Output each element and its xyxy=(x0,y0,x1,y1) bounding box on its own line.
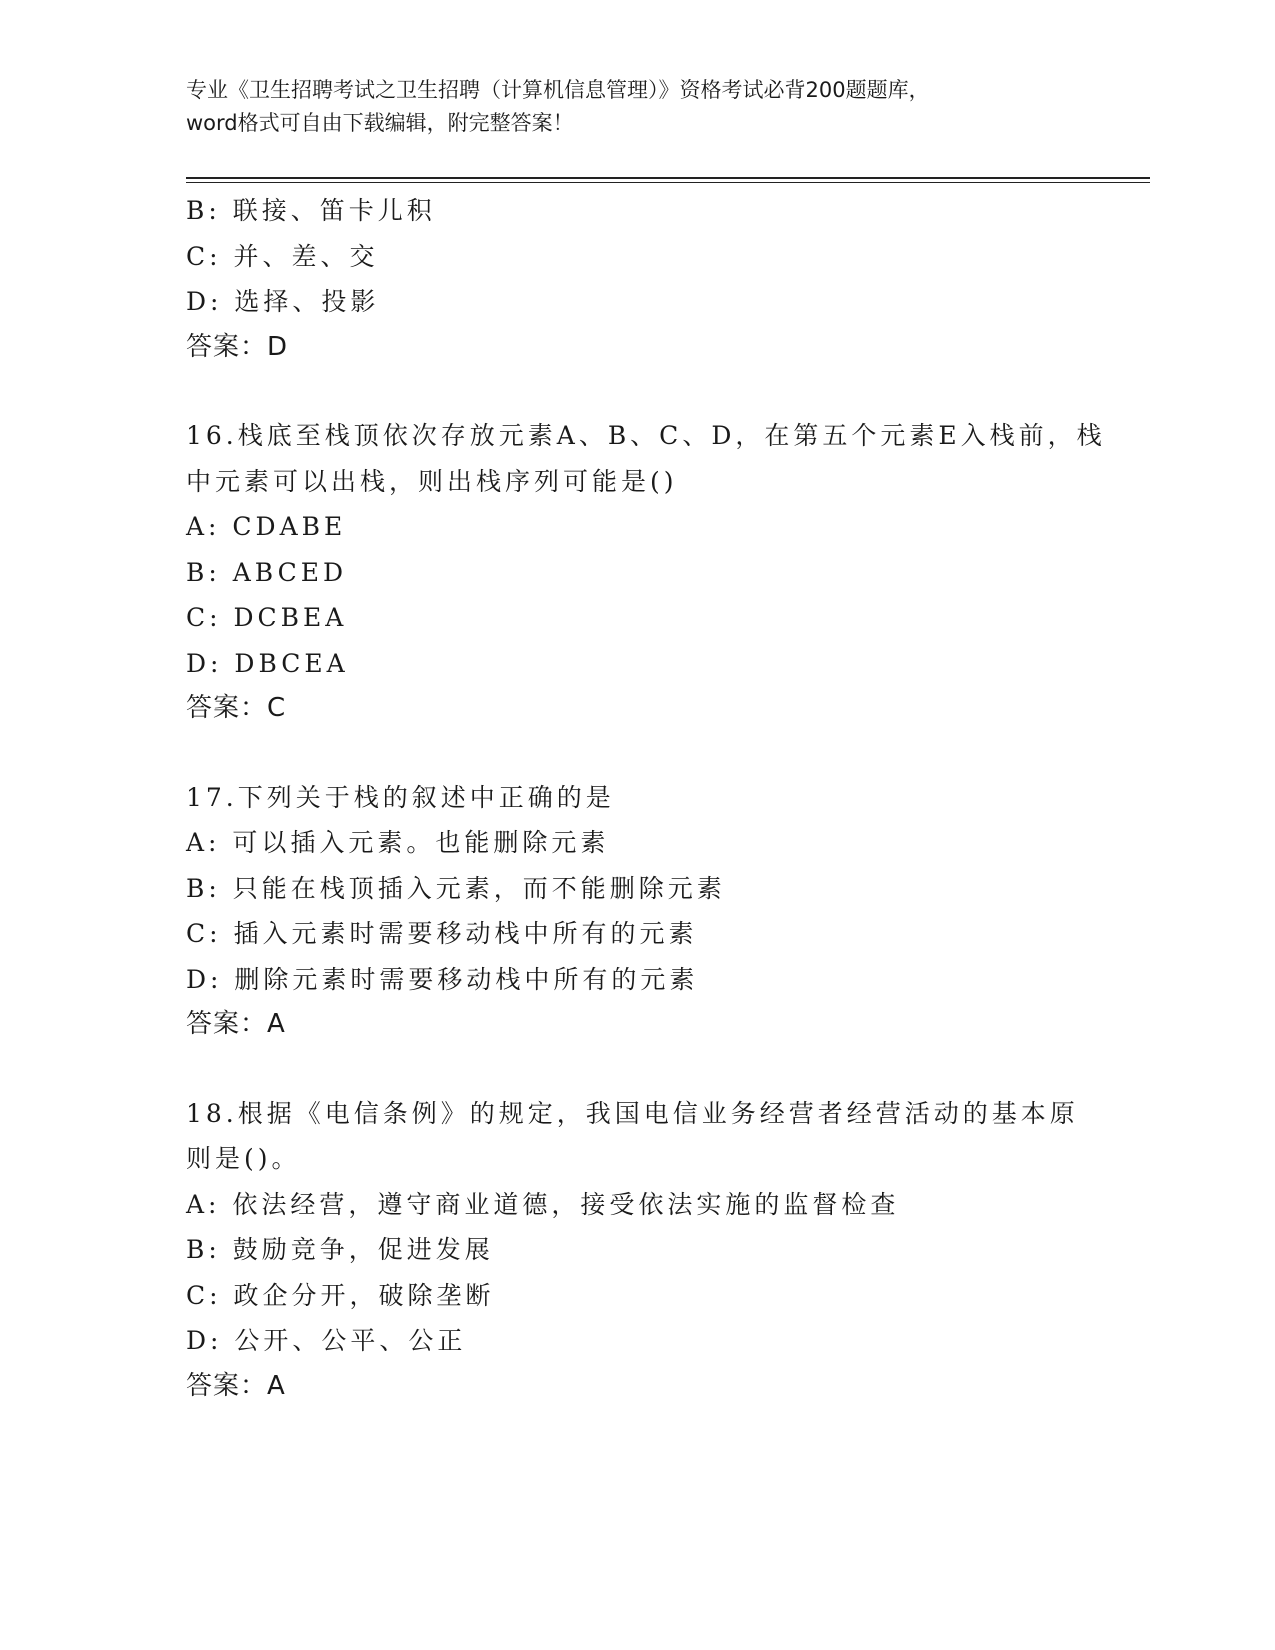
question-stem: 17.下列关于栈的叙述中正确的是 xyxy=(186,782,615,812)
answer: 答案：C xyxy=(186,693,287,723)
question-16 xyxy=(186,413,1106,732)
question-stem: 18.根据《电信条例》的规定，我国电信业务经营者经营活动的基本原 xyxy=(186,1098,1079,1128)
spacer xyxy=(186,370,1086,413)
header-line-2: word格式可自由下载编辑，附完整答案！ xyxy=(186,111,574,135)
answer: 答案：A xyxy=(186,1009,286,1039)
question-stem-cont: 中元素可以出栈，则出栈序列可能是() xyxy=(186,466,678,496)
question-list xyxy=(186,188,1106,1409)
option-a: A: CDABE xyxy=(186,512,347,541)
header-divider xyxy=(186,177,1150,179)
option-b: B: 联接、笛卡儿积 xyxy=(186,196,436,225)
question-stem: 16.栈底至栈顶依次存放元素A、B、C、D，在第五个元素E入栈前，栈 xyxy=(186,421,1106,450)
option-a: A: 可以插入元素。也能删除元素 xyxy=(186,828,610,857)
spacer xyxy=(186,732,1086,775)
document-header xyxy=(186,74,1096,140)
question-15-tail xyxy=(186,188,1086,370)
option-d: D: 公开、公平、公正 xyxy=(186,1326,467,1355)
option-c: C: DCBEA xyxy=(186,603,348,632)
option-a: A: 依法经营，遵守商业道德，接受依法实施的监督检查 xyxy=(186,1189,900,1219)
question-18 xyxy=(186,1091,1086,1410)
option-c: C: 政企分开，破除垄断 xyxy=(186,1280,495,1310)
option-d: D: DBCEA xyxy=(186,648,349,678)
option-b: B: ABCED xyxy=(186,557,348,587)
spacer xyxy=(186,1048,1086,1091)
option-b: B: 只能在栈顶插入元素，而不能删除元素 xyxy=(186,873,726,903)
option-d: D: 选择、投影 xyxy=(186,287,380,316)
question-17 xyxy=(186,775,1086,1048)
question-stem-cont: 则是()。 xyxy=(186,1144,301,1173)
option-c: C: 插入元素时需要移动栈中所有的元素 xyxy=(186,919,698,948)
header-line-1: 专业《卫生招聘考试之卫生招聘（计算机信息管理）》资格考试必背200题题库， xyxy=(186,78,930,102)
option-b: B: 鼓励竞争，促进发展 xyxy=(186,1235,494,1264)
option-d: D: 删除元素时需要移动栈中所有的元素 xyxy=(186,964,699,994)
option-c: C: 并、差、交 xyxy=(186,241,379,271)
answer: 答案：D xyxy=(186,331,289,362)
header-divider-thin xyxy=(186,182,1150,183)
answer: 答案：A xyxy=(186,1370,286,1401)
